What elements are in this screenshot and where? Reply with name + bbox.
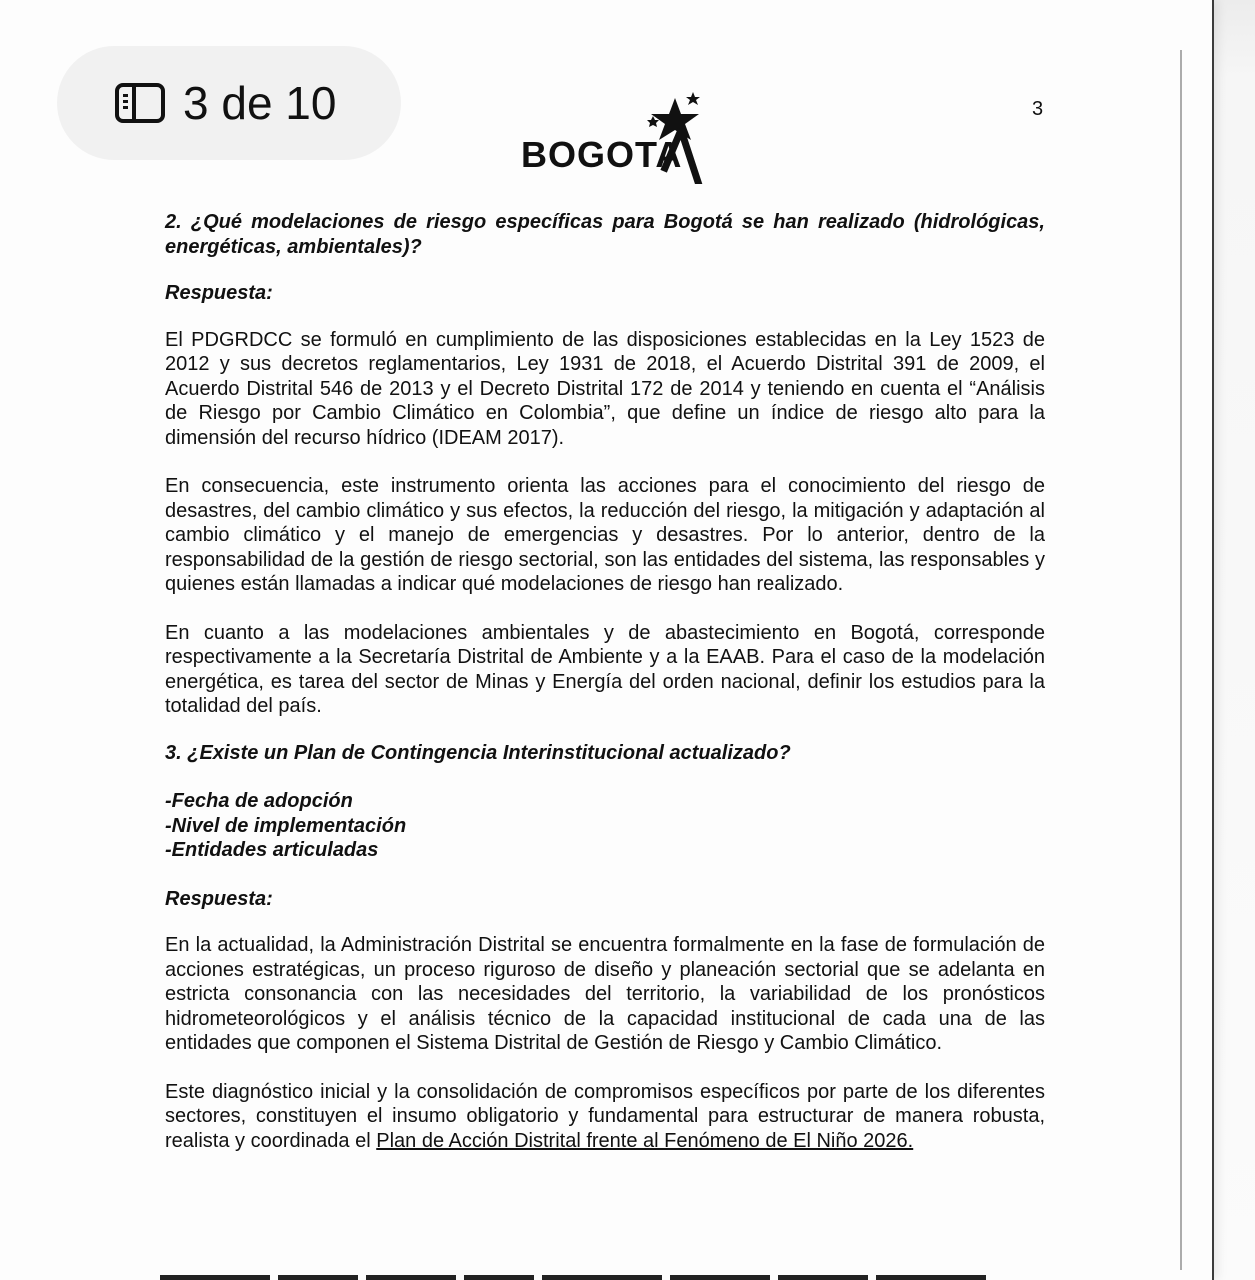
question-2: 2. ¿Qué modelaciones de riesgo específicas para Bogotá se han realizado (hidrológicas, energéticas, ambientales)? bbox=[165, 211, 1045, 258]
list-item: -Entidades articuladas bbox=[165, 839, 379, 861]
list-item: -Fecha de adopción bbox=[165, 790, 353, 812]
response-label-2: Respuesta: bbox=[165, 282, 273, 304]
page-number: 3 bbox=[1032, 98, 1044, 120]
cut-off-line bbox=[160, 1268, 1040, 1280]
page-counter[interactable] bbox=[57, 46, 401, 160]
response-label-3: Respuesta: bbox=[165, 887, 273, 910]
paragraph: En la actualidad, la Administración Distrital se encuentra formalmente en la fase de formulación de acciones estratégicas, un proceso riguroso de diseño y planeación sectorial que se adelanta en estricta consonancia con las necesidades del territorio, la variabilidad de los pronósticos hidrometeorológicos y el análisis técnico de la capacidad institucional de cada una de las entidades que componen el Sistema Distrital de Gestión de Riesgo y Cambio Climático. bbox=[165, 934, 1045, 1054]
paragraph: En consecuencia, este instrumento orienta las acciones para el conocimiento del riesgo de desastres, del cambio climático y sus efectos, la reducción del riesgo, la mitigación y adaptación al cambio climático y el manejo de emergencias y desastres. Por lo anterior, dentro de la responsabilidad de la gestión de riesgo sectorial, son las entidades del sistema, las responsables y quienes están llamadas a indicar qué modelaciones de riesgo han realizado. bbox=[165, 475, 1045, 595]
paragraph-text: Este diagnóstico inicial y la consolidación de compromisos específicos por parte de los diferentes sectores, constituyen el insumo obligatorio y fundamental para estructurar de manera robusta, realista y coordinada el bbox=[165, 1080, 1045, 1152]
paragraph: El PDGRDCC se formuló en cumplimiento de las disposiciones establecidas en la Ley 1523 de 2012 y sus decretos reglamentarios, Ley 1931 de 2018, el Acuerdo Distrital 391 de 2009, el Acuerdo Distrital 546 de 2013 y el Decreto Distrital 172 de 2014 y teniendo en cuenta el “Análisis de Riesgo por Cambio Climático en Colombia”, que define un índice de riesgo alto para la dimensión del recurso hídrico (IDEAM 2017). bbox=[165, 328, 1045, 449]
logo-text: BOGOTA bbox=[521, 134, 683, 175]
page-edge-line bbox=[1180, 50, 1182, 1270]
document-body bbox=[165, 210, 1045, 1177]
paragraph: En cuanto a las modelaciones ambientales y de abastecimiento en Bogotá, corresponde respectivamente a la Secretaría Distrital de Ambiente y a la EAAB. Para el caso de la modelación energética, es tarea del sector de Minas y Energía del orden nacional, definir los estudios para la totalidad del país. bbox=[165, 621, 1045, 717]
page-counter-text: 3 de 10 bbox=[183, 77, 337, 129]
plan-link-text: Plan de Acción Distrital frente al Fenómeno de El Niño 2026. bbox=[376, 1129, 914, 1152]
paragraph bbox=[165, 1080, 1045, 1154]
bogota-logo bbox=[515, 88, 715, 184]
list-item: -Nivel de implementación bbox=[165, 814, 407, 837]
sidebar-icon bbox=[115, 83, 165, 123]
question-3: 3. ¿Existe un Plan de Contingencia Interinstitucional actualizado? bbox=[165, 741, 791, 764]
question-3-sub-items bbox=[165, 789, 1045, 863]
